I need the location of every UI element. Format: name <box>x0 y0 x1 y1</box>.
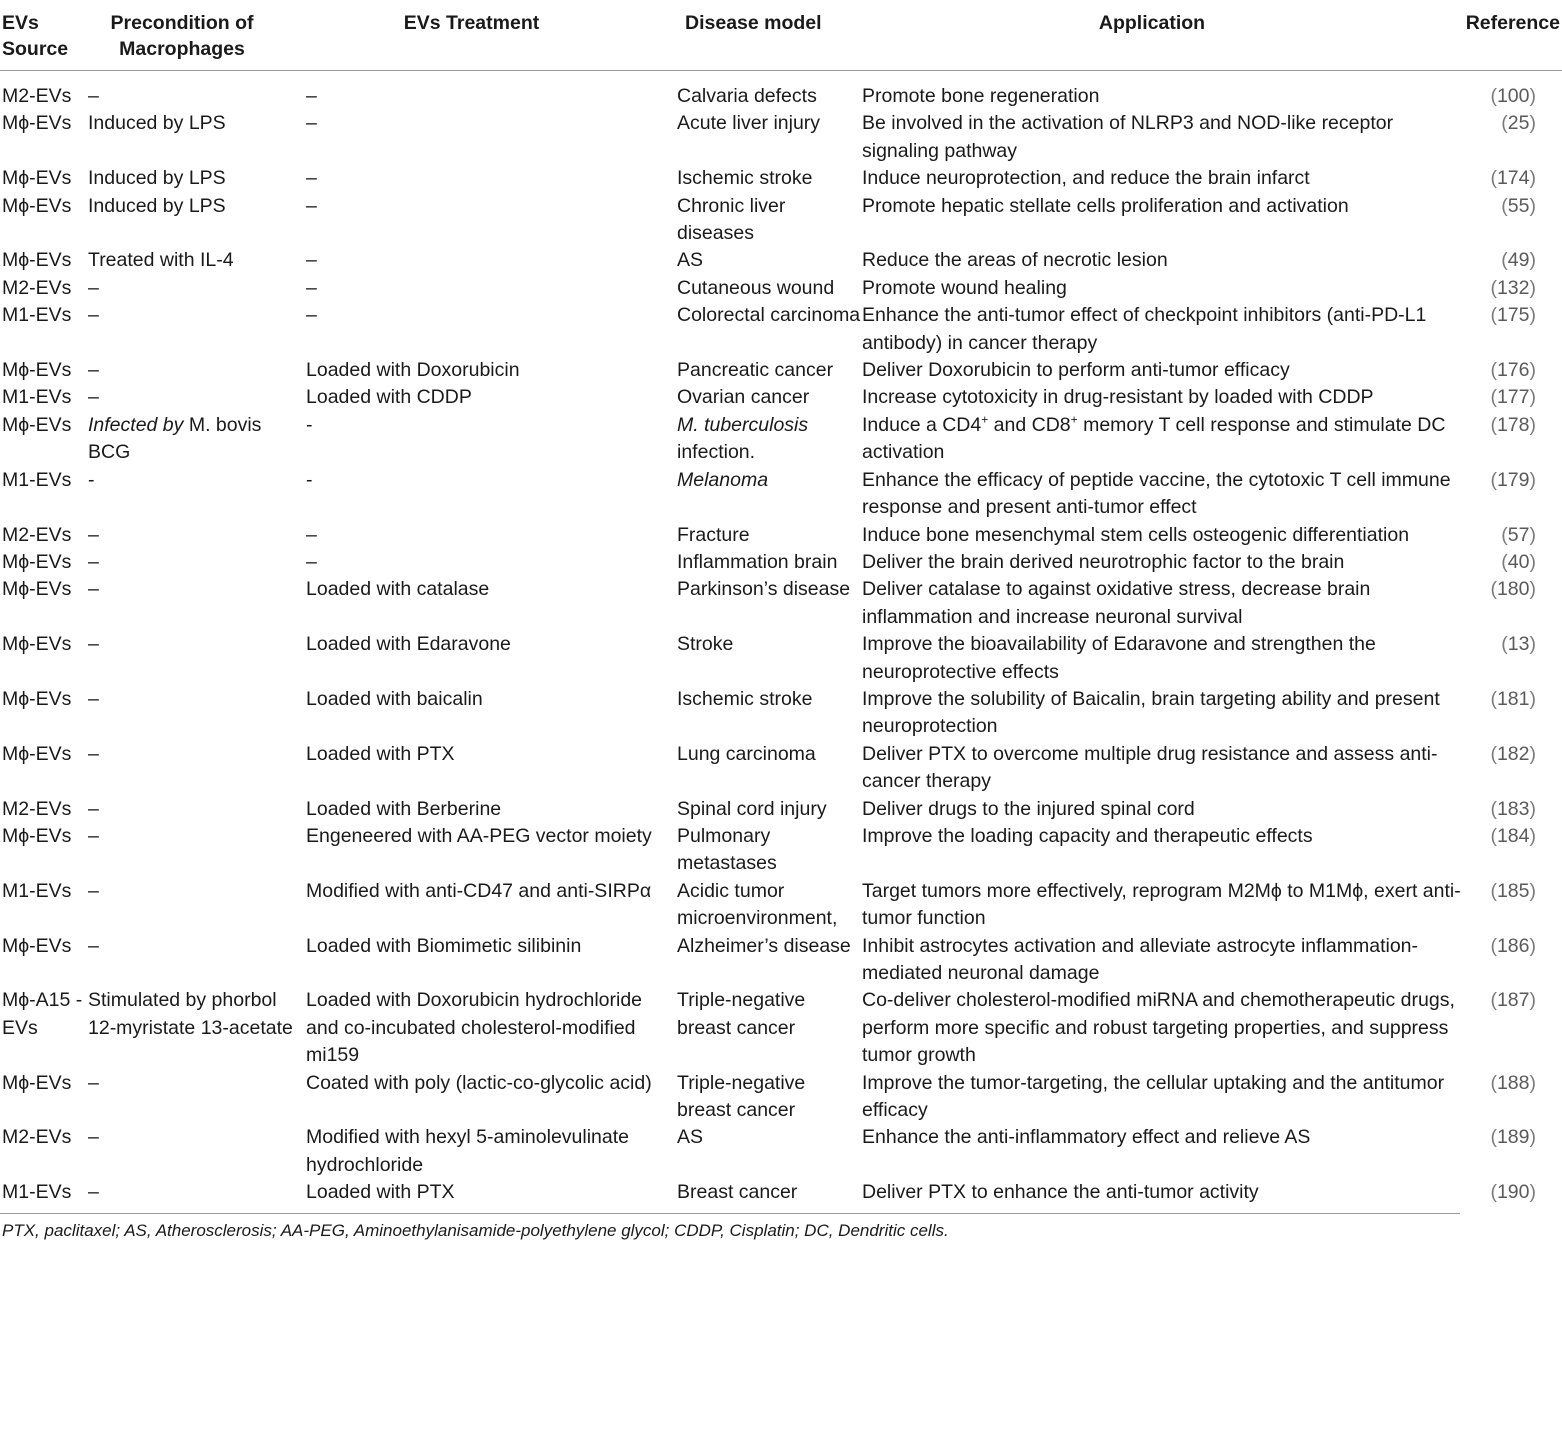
reference-link[interactable]: 25 <box>1507 112 1530 135</box>
cell-precondition: – <box>88 276 99 299</box>
cell-application: Deliver drugs to the injured spinal cord <box>862 797 1195 820</box>
cell-treatment: Loaded with Edaravone <box>306 633 511 656</box>
cell-source: Mϕ-EVs <box>2 578 72 601</box>
cell-treatment: Loaded with Berberine <box>306 797 502 820</box>
cell-application: Promote hepatic stellate cells proliferation and activation <box>862 194 1349 217</box>
cell-source: Mϕ-EVs <box>2 550 72 573</box>
cell-disease: Parkinson’s disease <box>677 578 851 601</box>
table-row <box>0 165 1562 192</box>
cell-reference[interactable]: (178) <box>1490 413 1536 436</box>
cell-precondition: Treated with IL-4 <box>88 249 234 272</box>
cell-source: M2-EVs <box>2 276 72 299</box>
cell-treatment: – <box>306 167 317 190</box>
cell-source: M2-EVs <box>2 1126 72 1149</box>
cell-reference[interactable]: (188) <box>1490 1071 1536 1094</box>
cell-precondition <box>88 412 306 467</box>
cell-reference[interactable]: (176) <box>1490 359 1536 382</box>
cell-application: Target tumors more effectively, reprogram M2Mϕ to M1Mϕ, exert anti-tumor function <box>862 879 1461 930</box>
cell-reference[interactable]: (175) <box>1490 304 1536 327</box>
superscript-plus: + <box>981 412 989 427</box>
cell-reference[interactable]: (180) <box>1490 578 1536 601</box>
header-precondition <box>88 0 306 71</box>
cell-disease: Chronic liver diseases <box>677 194 786 245</box>
cell-source: M2-EVs <box>2 85 72 107</box>
header-precondition-line1: Precondition of <box>110 12 254 34</box>
cell-application: Deliver catalase to against oxidative stress, decrease brain inflammation and increase neuronal survival <box>862 578 1371 628</box>
application-part-a: Induce a CD4 <box>862 413 982 436</box>
cell-treatment: Loaded with catalase <box>306 578 490 601</box>
cell-application: Deliver Doxorubicin to perform anti-tumor efficacy <box>862 359 1290 382</box>
disease-text: infection. <box>677 441 756 464</box>
table-row <box>0 823 1562 878</box>
application-part-c: memory T cell response and stimulate DC activation <box>862 413 1446 464</box>
cell-treatment: Loaded with PTX <box>306 742 455 765</box>
cell-application: Deliver PTX to overcome multiple drug resistance and assess anti-cancer therapy <box>862 742 1438 793</box>
cell-treatment: – <box>306 85 317 107</box>
cell-reference[interactable]: (40) <box>1501 550 1536 573</box>
cell-reference[interactable]: (174) <box>1490 167 1536 190</box>
cell-disease: Acidic tumor microenvironment, <box>677 879 838 930</box>
cell-disease: AS <box>677 249 704 272</box>
cell-precondition: – <box>88 742 99 765</box>
cell-treatment: – <box>306 276 317 299</box>
cell-application: Increase cytotoxicity in drug-resistant by loaded with CDDP <box>862 386 1374 409</box>
cell-application: Inhibit astrocytes activation and alleviate astrocyte inflammation-mediated neuronal damage <box>862 934 1419 984</box>
table-row <box>0 412 1562 467</box>
cell-source: Mϕ-EVs <box>2 633 72 656</box>
cell-treatment: – <box>306 194 317 217</box>
cell-precondition: – <box>88 633 99 656</box>
table-row <box>0 878 1562 933</box>
cell-reference[interactable]: (132) <box>1490 276 1536 299</box>
cell-treatment: – <box>306 112 317 135</box>
cell-disease: Ischemic stroke <box>677 167 813 190</box>
cell-treatment: Engeneered with AA-PEG vector moiety <box>306 824 652 847</box>
cell-application: Promote wound healing <box>862 276 1067 299</box>
table-row <box>0 987 1562 1069</box>
cell-precondition: Stimulated by phorbol 12-myristate 13-acetate <box>88 989 293 1039</box>
cell-application: Co-deliver cholesterol-modified miRNA and chemotherapeutic drugs, perform more specific and robust targeting properties, and suppress tumor growth <box>862 989 1455 1067</box>
table-row <box>0 576 1562 631</box>
cell-source: M2-EVs <box>2 523 72 546</box>
table-row <box>0 549 1562 576</box>
cell-reference[interactable]: (49) <box>1501 249 1536 272</box>
disease-italic: Melanoma <box>677 468 769 491</box>
cell-source: Mϕ-EVs <box>2 742 72 765</box>
table-row <box>0 275 1562 302</box>
cell-disease: AS <box>677 1126 704 1149</box>
precondition-italic: Infected by <box>88 413 184 436</box>
cell-source: Mϕ-EVs <box>2 687 72 710</box>
cell-source: Mϕ-EVs <box>2 934 72 957</box>
cell-disease: Lung carcinoma <box>677 742 816 765</box>
table-row <box>0 193 1562 248</box>
superscript-plus: + <box>1070 412 1078 427</box>
table-row <box>0 741 1562 796</box>
cell-reference[interactable]: (57) <box>1501 523 1536 546</box>
cell-application: Improve the tumor-targeting, the cellular uptaking and the antitumor efficacy <box>862 1071 1445 1122</box>
reference-link[interactable]: 178 <box>1496 413 1530 436</box>
cell-reference[interactable]: (13) <box>1501 633 1536 656</box>
header-disease: Disease model <box>677 0 862 71</box>
header-application: Application <box>862 0 1462 71</box>
cell-source: Mϕ-EVs <box>2 194 72 217</box>
cell-precondition: – <box>88 1181 99 1204</box>
table-row <box>0 933 1562 988</box>
cell-reference[interactable]: (55) <box>1501 194 1536 217</box>
cell-disease <box>677 412 862 467</box>
cell-treatment: Loaded with Biomimetic silibinin <box>306 934 582 957</box>
cell-disease <box>677 467 862 522</box>
cell-source: M1-EVs <box>2 879 72 902</box>
cell-reference[interactable]: (186) <box>1490 934 1536 957</box>
cell-disease: Alzheimer’s disease <box>677 934 851 957</box>
cell-treatment: – <box>306 523 317 546</box>
cell-precondition: – <box>88 85 99 107</box>
cell-application: Deliver the brain derived neurotrophic factor to the brain <box>862 550 1345 573</box>
cell-reference[interactable]: (25) <box>1501 112 1536 135</box>
reference-link[interactable]: 174 <box>1496 167 1530 190</box>
reference-link[interactable]: 179 <box>1496 468 1530 491</box>
reference-link[interactable]: 177 <box>1496 386 1530 409</box>
cell-application: Improve the bioavailability of Edaravone and strengthen the neuroprotective effects <box>862 633 1376 683</box>
reference-link[interactable]: 55 <box>1507 194 1530 217</box>
cell-treatment: - <box>306 468 313 491</box>
cell-disease: Stroke <box>677 633 734 656</box>
cell-source: M1-EVs <box>2 1181 72 1204</box>
cell-precondition: - <box>88 468 95 491</box>
cell-disease: Ovarian cancer <box>677 386 810 409</box>
table-row <box>0 686 1562 741</box>
cell-source: Mϕ-EVs <box>2 413 72 436</box>
cell-source: Mϕ-A15 -EVs <box>2 989 83 1039</box>
cell-reference[interactable]: (184) <box>1490 824 1536 847</box>
cell-precondition: – <box>88 687 99 710</box>
cell-disease: Fracture <box>677 523 750 546</box>
header-precondition-line2: Macrophages <box>119 38 245 60</box>
table-row <box>0 357 1562 384</box>
cell-application: Induce neuroprotection, and reduce the brain infarct <box>862 167 1310 190</box>
cell-precondition: – <box>88 1126 99 1149</box>
reference-link[interactable]: 184 <box>1496 824 1530 847</box>
cell-disease: Pancreatic cancer <box>677 359 834 382</box>
reference-link[interactable]: 180 <box>1496 578 1530 601</box>
cell-disease: Colorectal carcinoma <box>677 304 861 327</box>
cell-reference[interactable]: (187) <box>1490 989 1536 1012</box>
cell-precondition: – <box>88 523 99 546</box>
cell-application: Enhance the anti-inflammatory effect and relieve AS <box>862 1126 1311 1149</box>
table-row <box>0 110 1562 165</box>
table-row <box>0 522 1562 549</box>
table-row <box>0 384 1562 411</box>
reference-link[interactable]: 189 <box>1496 1126 1530 1149</box>
cell-disease: Triple-negative breast cancer <box>677 989 806 1039</box>
cell-application: Deliver PTX to enhance the anti-tumor activity <box>862 1181 1259 1204</box>
cell-source: Mϕ-EVs <box>2 1071 72 1094</box>
cell-source: M2-EVs <box>2 797 72 820</box>
reference-link[interactable]: 40 <box>1507 550 1530 573</box>
disease-italic: M. tuberculosis <box>677 413 809 436</box>
cell-reference[interactable]: (182) <box>1490 742 1536 765</box>
cell-source: M1-EVs <box>2 304 72 327</box>
table-row <box>0 1179 1562 1210</box>
cell-disease: Calvaria defects <box>677 85 817 107</box>
cell-precondition: Induced by LPS <box>88 194 226 217</box>
reference-link[interactable]: 182 <box>1496 742 1530 765</box>
cell-precondition: – <box>88 934 99 957</box>
reference-link[interactable]: 181 <box>1496 687 1530 710</box>
header-row <box>0 0 1562 71</box>
header-reference: Reference <box>1462 0 1562 71</box>
table-header <box>0 0 1562 71</box>
cell-treatment: Loaded with Doxorubicin hydrochloride and co-incubated cholesterol-modified mi159 <box>306 989 643 1067</box>
reference-link[interactable]: 57 <box>1507 523 1530 546</box>
cell-source: M1-EVs <box>2 386 72 409</box>
cell-reference[interactable]: (189) <box>1490 1126 1536 1149</box>
cell-source: Mϕ-EVs <box>2 359 72 382</box>
cell-precondition: – <box>88 1071 99 1094</box>
cell-disease: Inflammation brain <box>677 550 838 573</box>
cell-application: Be involved in the activation of NLRP3 and NOD-like receptor signaling pathway <box>862 112 1394 162</box>
table-row <box>0 71 1562 111</box>
cell-reference[interactable]: (177) <box>1490 386 1536 409</box>
cell-reference[interactable]: (185) <box>1490 879 1536 902</box>
reference-link[interactable]: 132 <box>1496 276 1530 299</box>
cell-disease: Pulmonary metastases <box>677 824 777 875</box>
reference-link[interactable]: 49 <box>1507 249 1530 272</box>
cell-application: Promote bone regeneration <box>862 85 1100 107</box>
reference-link[interactable]: 176 <box>1496 359 1530 382</box>
reference-link[interactable]: 186 <box>1496 934 1530 957</box>
reference-link[interactable]: 187 <box>1496 989 1530 1012</box>
cell-treatment: – <box>306 304 317 327</box>
cell-precondition: Induced by LPS <box>88 112 226 135</box>
table-footnote: PTX, paclitaxel; AS, Atherosclerosis; AA-PEG, Aminoethylanisamide-polyethylene glycol; CDDP, Cisplatin; DC, Dendritic cells. <box>0 1213 1460 1242</box>
cell-disease: Triple-negative breast cancer <box>677 1071 806 1122</box>
cell-source: Mϕ-EVs <box>2 824 72 847</box>
cell-precondition: Induced by LPS <box>88 167 226 190</box>
cell-source: Mϕ-EVs <box>2 249 72 272</box>
application-part-b: and CD8 <box>988 413 1071 436</box>
cell-reference[interactable]: (181) <box>1490 687 1536 710</box>
cell-treatment: Loaded with Doxorubicin <box>306 359 520 382</box>
cell-reference[interactable]: (190) <box>1490 1181 1536 1204</box>
cell-disease: Ischemic stroke <box>677 687 813 710</box>
cell-precondition: – <box>88 304 99 327</box>
table-row <box>0 631 1562 686</box>
cell-treatment: – <box>306 249 317 272</box>
header-source-line2: Source <box>2 38 69 60</box>
cell-disease: Breast cancer <box>677 1181 798 1204</box>
reference-link[interactable]: 13 <box>1507 633 1530 656</box>
cell-source: M1-EVs <box>2 468 72 491</box>
reference-link[interactable]: 100 <box>1496 85 1530 107</box>
cell-treatment: Modified with anti-CD47 and anti-SIRPα <box>306 879 652 902</box>
table-row <box>0 1124 1562 1179</box>
precondition-text: M. bovis BCG <box>88 413 262 464</box>
cell-application: Improve the solubility of Baicalin, brain targeting ability and present neuroprotection <box>862 687 1440 738</box>
reference-link[interactable]: 175 <box>1496 304 1530 327</box>
cell-precondition: – <box>88 386 99 409</box>
cell-precondition: – <box>88 879 99 902</box>
table-row <box>0 1070 1562 1125</box>
table-body <box>0 71 1562 1211</box>
cell-reference[interactable]: (183) <box>1490 797 1536 820</box>
header-source-line1: EVs <box>2 12 39 34</box>
table-row <box>0 247 1562 274</box>
header-source <box>0 0 88 71</box>
cell-source: Mϕ-EVs <box>2 112 72 135</box>
cell-treatment: Coated with poly (lactic-co-glycolic acid) <box>306 1071 652 1094</box>
cell-treatment: - <box>306 413 313 436</box>
cell-treatment: – <box>306 550 317 573</box>
cell-application: Induce bone mesenchymal stem cells osteogenic differentiation <box>862 523 1410 546</box>
cell-source: Mϕ-EVs <box>2 167 72 190</box>
cell-precondition: – <box>88 359 99 382</box>
reference-link[interactable]: 190 <box>1496 1181 1530 1204</box>
reference-link[interactable]: 188 <box>1496 1071 1530 1094</box>
cell-application: Reduce the areas of necrotic lesion <box>862 249 1168 272</box>
cell-disease: Spinal cord injury <box>677 797 827 820</box>
table-row <box>0 796 1562 823</box>
header-treatment: EVs Treatment <box>306 0 677 71</box>
cell-treatment: Loaded with PTX <box>306 1181 455 1204</box>
cell-treatment: Loaded with baicalin <box>306 687 483 710</box>
cell-precondition: – <box>88 797 99 820</box>
reference-link[interactable]: 183 <box>1496 797 1530 820</box>
table-row <box>0 467 1562 522</box>
cell-treatment: Loaded with CDDP <box>306 386 472 409</box>
cell-application <box>862 412 1462 467</box>
cell-disease: Acute liver injury <box>677 112 821 135</box>
cell-disease: Cutaneous wound <box>677 276 835 299</box>
cell-precondition: – <box>88 550 99 573</box>
table-row <box>0 302 1562 357</box>
cell-treatment: Modified with hexyl 5-aminolevulinate hydrochloride <box>306 1126 629 1176</box>
cell-application: Improve the loading capacity and therapeutic effects <box>862 824 1313 847</box>
reference-link[interactable]: 185 <box>1496 879 1530 902</box>
cell-precondition: – <box>88 578 99 601</box>
cell-reference[interactable]: (100) <box>1490 85 1536 107</box>
cell-application: Enhance the anti-tumor effect of checkpoint inhibitors (anti-PD-L1 antibody) in cancer therapy <box>862 304 1427 354</box>
cell-application: Enhance the efficacy of peptide vaccine, the cytotoxic T cell immune response and present anti-tumor effect <box>862 468 1451 519</box>
cell-reference[interactable]: (179) <box>1490 468 1536 491</box>
cell-precondition: – <box>88 824 99 847</box>
